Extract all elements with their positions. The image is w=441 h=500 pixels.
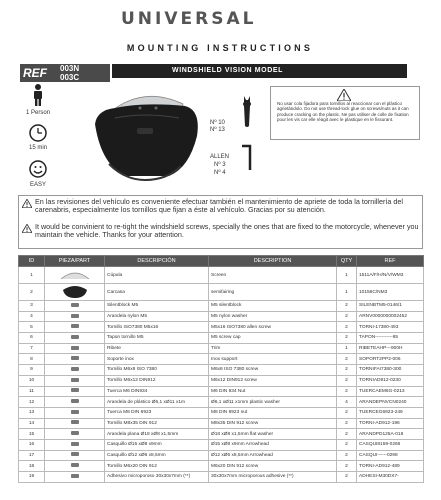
cell-description: Trim: [209, 343, 337, 354]
subtitle: MOUNTING INSTRUCTIONS: [126, 43, 314, 53]
table-row: [19, 429, 424, 440]
part-icon: [70, 419, 80, 425]
cell-ref: RIBETEAHP---900H: [357, 343, 424, 354]
cell-ref: TORNIAD912-0230: [357, 375, 424, 386]
part-icon: [70, 430, 80, 436]
cell-description: semifairing: [209, 284, 337, 301]
ref-code-1: 003N: [60, 64, 80, 73]
part-icon: [70, 334, 80, 340]
wrench-size-2: Nº 13: [210, 127, 225, 133]
cell-ref: ARANDEPNVCN0240: [357, 397, 424, 408]
cell-description: M5 nylon washer: [209, 311, 337, 322]
table-row: [19, 450, 424, 461]
cell-part-image: [45, 439, 105, 450]
cell-descripcion: Cúpula: [105, 267, 209, 284]
cell-ref: ADHESI-M30DX7-: [357, 472, 424, 483]
cell-part-image: [45, 354, 105, 365]
cell-descripcion: Adhesivo microporoso 30x30x7mm (**): [105, 472, 209, 483]
cell-description: M5 screw cap: [209, 333, 337, 344]
cell-qty: 2: [337, 322, 357, 333]
cell-qty: 2: [337, 333, 357, 344]
col-header-description: DESCRIPTION: [209, 256, 337, 267]
cell-part-image: [45, 301, 105, 312]
cell-part-image: [45, 472, 105, 483]
table-row: [19, 267, 424, 284]
cell-ref: ARANDPD125A-018: [357, 429, 424, 440]
ref-code-list: [60, 64, 79, 82]
cell-part-image: [45, 343, 105, 354]
maintenance-warning-es: En las revisiones del vehículo es conveniente efectuar también el mantenimiento de apriete de toda la tornillería del carenabris, especialmente los tornillos que fijan a éste al vehículo. Gracias por su atención.: [35, 197, 403, 215]
part-icon: [70, 451, 80, 457]
cell-id: 3: [19, 301, 45, 312]
cell-id: 13: [19, 407, 45, 418]
warning-icon: [22, 224, 32, 233]
col-header-part: PIEZA/PART: [45, 256, 105, 267]
glue-warning-box: [270, 86, 420, 140]
table-row: [19, 333, 424, 344]
cell-qty: 2: [337, 461, 357, 472]
cell-part-image: [45, 284, 105, 301]
cell-description: Ø12 xØ6 x8,5mm Arrowhead: [209, 450, 337, 461]
cell-ref: TUERCAEM6G-0213: [357, 386, 424, 397]
table-row: [19, 375, 424, 386]
cell-description: M6 DIN 934 Nut: [209, 386, 337, 397]
table-row: [19, 461, 424, 472]
allen-key-icon: [240, 144, 254, 172]
cell-qty: 2: [337, 407, 357, 418]
part-icon: [70, 387, 80, 393]
windshield-illustration: [85, 84, 205, 194]
cell-descripcion: Arandela nylon M5: [105, 311, 209, 322]
cell-id: 10: [19, 375, 45, 386]
col-header-qty: QTY: [337, 256, 357, 267]
part-icon: [70, 323, 80, 329]
ref-label: REF: [23, 66, 47, 80]
table-header-row: [19, 256, 424, 267]
cell-ref: TORNI-17380-493: [357, 322, 424, 333]
cell-descripcion: Silentblock M5: [105, 301, 209, 312]
table-row: [19, 365, 424, 376]
cell-id: 4: [19, 311, 45, 322]
part-icon: [70, 366, 80, 372]
cell-description: M6x20 DIN 912 screw: [209, 461, 337, 472]
cell-descripcion: Tornillo ISO7380 M5x16: [105, 322, 209, 333]
difficulty: EASY: [29, 182, 46, 188]
tools: [210, 96, 260, 186]
ref-code-2: 003C: [60, 73, 80, 82]
cell-qty: 2: [337, 418, 357, 429]
cell-part-image: [45, 450, 105, 461]
cell-qty: 2: [337, 354, 357, 365]
part-icon: [70, 398, 80, 404]
cell-qty: 1: [337, 267, 357, 284]
cell-id: 8: [19, 354, 45, 365]
cell-part-image: [45, 267, 105, 284]
table-row: [19, 311, 424, 322]
table-row: [19, 354, 424, 365]
part-icon: [70, 462, 80, 468]
part-icon: [70, 355, 80, 361]
cell-ref: 10156C/NM3: [357, 284, 424, 301]
part-icon: [70, 313, 80, 319]
cell-qty: 2: [337, 386, 357, 397]
cell-ref: CASQUI8159-0266: [357, 439, 424, 450]
cell-id: 12: [19, 397, 45, 408]
cell-description: M8 DIN 6923 nut: [209, 407, 337, 418]
cell-qty: 2: [337, 429, 357, 440]
cell-qty: 1: [337, 343, 357, 354]
cell-descripcion: Casquillo Ø12 xØ6 x8,5mm: [105, 450, 209, 461]
table-row: [19, 301, 424, 312]
allen-size-2: Nº 4: [214, 170, 226, 176]
cell-qty: 2: [337, 301, 357, 312]
cell-part-image: [45, 418, 105, 429]
cell-qty: 2: [337, 311, 357, 322]
cell-descripcion: Ribete: [105, 343, 209, 354]
cell-description: Ø18 xØ8 x1,5mm flat washer: [209, 429, 337, 440]
cell-id: 19: [19, 472, 45, 483]
cell-descripcion: Tuerca M8 DIN 6923: [105, 407, 209, 418]
wrench-size-1: Nº 10: [210, 120, 225, 126]
cell-id: 9: [19, 365, 45, 376]
cell-ref: CASQUI------0298: [357, 450, 424, 461]
cell-descripcion: Carcasa: [105, 284, 209, 301]
glue-warning-text: No usar cola fijadora para tornillos al reaccionar con el plástico agrietándolo. Do not use thread-lock glue on screws/nuts as it can produce cracking on the plastic. Ne pas utiliser de colle de fixation pour les vis car elle réagit avec le plastique en le fissurant.: [277, 101, 409, 123]
mounting-time: 15 min: [28, 145, 47, 151]
cell-qty: 1: [337, 284, 357, 301]
cell-part-image: [45, 461, 105, 472]
cell-description: Ø15 xØ8 x9mm Arrowhead: [209, 439, 337, 450]
cell-part-image: [45, 375, 105, 386]
cell-id: 2: [19, 284, 45, 301]
cell-part-image: [45, 386, 105, 397]
cell-ref: TORNIFAI7380-300: [357, 365, 424, 376]
wrench-icon: [240, 96, 254, 128]
cell-ref: TORNI-AD912-196: [357, 418, 424, 429]
cell-descripcion: Arandela plana Ø18 xØ8 x1,5mm: [105, 429, 209, 440]
ref-block: [20, 64, 110, 82]
cell-descripcion: Tuerca M6 DIN934: [105, 386, 209, 397]
title-bar: [0, 0, 441, 36]
cell-ref: TAPON-----------85: [357, 333, 424, 344]
cell-id: 1: [19, 267, 45, 284]
part-icon: [70, 409, 80, 415]
warning-icon: [337, 89, 351, 101]
cell-qty: 2: [337, 375, 357, 386]
cell-id: 6: [19, 333, 45, 344]
cell-id: 7: [19, 343, 45, 354]
screen-part-icon: [55, 267, 95, 281]
cell-descripcion: Soporte inox: [105, 354, 209, 365]
cell-id: 15: [19, 429, 45, 440]
cell-id: 18: [19, 461, 45, 472]
cell-part-image: [45, 322, 105, 333]
allen-size-1: Nº 3: [214, 162, 226, 168]
cell-id: 11: [19, 386, 45, 397]
cell-ref: SILENBTM5-0146/1: [357, 301, 424, 312]
cell-part-image: [45, 365, 105, 376]
part-icon: [70, 441, 80, 447]
table-row: [19, 472, 424, 483]
col-header-descripcion: DESCRIPCIÓN: [105, 256, 209, 267]
col-header-id: ID: [19, 256, 45, 267]
cell-part-image: [45, 429, 105, 440]
cell-qty: 2: [337, 439, 357, 450]
part-icon: [70, 377, 80, 383]
cell-descripcion: Arandela de plástico Ø6,1 xØ11 x1m: [105, 397, 209, 408]
cell-id: 17: [19, 450, 45, 461]
part-icon: [70, 473, 80, 479]
table-row: [19, 439, 424, 450]
model-name: WINDSHIELD VISION MODEL: [112, 64, 407, 78]
cell-descripcion: Tornillo M6x8 ISO 7380: [105, 365, 209, 376]
cell-id: 5: [19, 322, 45, 333]
cell-description: Inox support: [209, 354, 337, 365]
cell-ref: SOPORT2PP2-006: [357, 354, 424, 365]
person-count: 1 Person: [25, 110, 50, 116]
parts-table: [18, 255, 424, 483]
cell-description: M5x16 ISO7380 allen screw: [209, 322, 337, 333]
person-icon: [32, 84, 44, 106]
cell-description: M6x12 DIN912 screw: [209, 375, 337, 386]
table-row: [19, 343, 424, 354]
cell-description: Screen: [209, 267, 337, 284]
cell-ref: 1511A/F/H/N/V/WM3: [357, 267, 424, 284]
cell-id: 16: [19, 439, 45, 450]
cell-qty: 2: [337, 365, 357, 376]
cell-description: 30x30x7mm microporous adhesive (**): [209, 472, 337, 483]
cell-part-image: [45, 333, 105, 344]
cell-descripcion: Casquillo Ø15 xØ8 x9mm: [105, 439, 209, 450]
cell-qty: 4: [337, 397, 357, 408]
fairing-part-icon: [55, 284, 95, 298]
cell-ref: ARNV0000000002452: [357, 311, 424, 322]
table-row: [19, 418, 424, 429]
warning-icon: [22, 199, 32, 208]
cell-ref: TORNI-AD912-489: [357, 461, 424, 472]
cell-description: M8x35 DIN 912 screw: [209, 418, 337, 429]
cell-qty: 2: [337, 450, 357, 461]
table-row: [19, 284, 424, 301]
cell-ref: TUERCEG6923-249: [357, 407, 424, 418]
cell-description: M5 silentblock: [209, 301, 337, 312]
table-row: [19, 407, 424, 418]
clock-icon: [29, 124, 47, 142]
table-row: [19, 397, 424, 408]
part-icon: [70, 345, 80, 351]
table-row: [19, 322, 424, 333]
cell-id: 14: [19, 418, 45, 429]
allen-label: ALLEN: [210, 154, 230, 160]
cell-qty: 2: [337, 472, 357, 483]
cell-descripcion: Tornillo M6x20 DIN 912: [105, 461, 209, 472]
smiley-icon: [29, 160, 47, 178]
page-title: UNIVERSAL: [121, 9, 257, 29]
side-icons: [18, 84, 58, 194]
cell-description: M6x8 ISO 7380 screw: [209, 365, 337, 376]
cell-part-image: [45, 311, 105, 322]
maintenance-warning-en: It would be convinient to re-tight the windshield screws, specially the ones that are fixed to the motorcycle, whenever you maintain the vehicle. Thanks for your attention.: [35, 222, 419, 240]
part-icon: [70, 302, 80, 308]
cell-part-image: [45, 397, 105, 408]
maintenance-warning-box: [18, 195, 423, 249]
col-header-ref: REF: [357, 256, 424, 267]
cell-descripcion: Tapon tornillo M5: [105, 333, 209, 344]
cell-descripcion: Tornillo M8x35 DIN 912: [105, 418, 209, 429]
cell-descripcion: Tornillo M6x12 DIN912: [105, 375, 209, 386]
cell-part-image: [45, 407, 105, 418]
table-row: [19, 386, 424, 397]
cell-description: Ø6,1 xØ11 x1mm plastic washer: [209, 397, 337, 408]
